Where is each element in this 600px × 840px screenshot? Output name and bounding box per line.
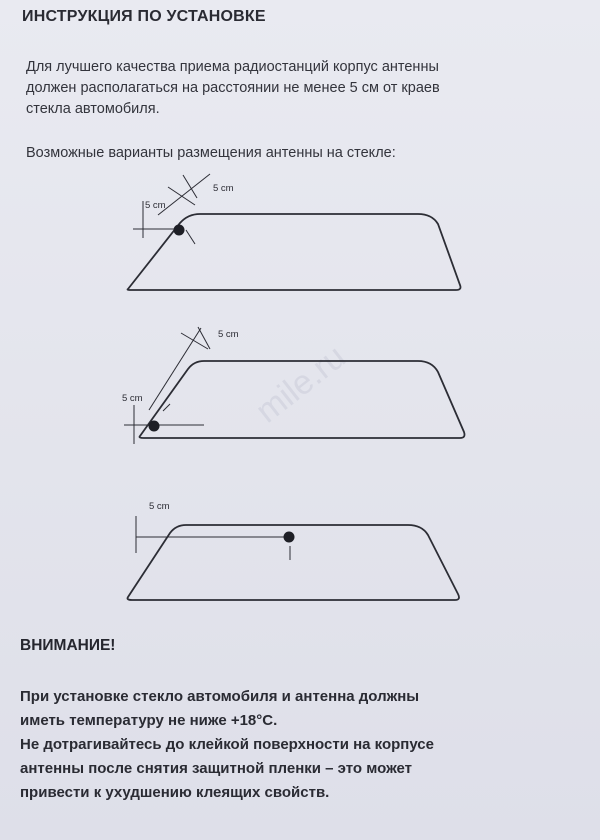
dimension-line [158,174,210,215]
diagram-variant-1 [128,174,461,290]
warning-paragraph [20,685,434,805]
dimension-line [163,404,170,411]
warning-line: антенны после снятия защитной пленки – это может [20,760,413,777]
dimension-label: 5 cm [218,329,239,340]
dimension-line [198,327,210,349]
dimension-label: 5 cm [122,393,143,404]
warning-line: При установке стекло автомобиля и антенна должны [20,688,420,705]
warning-line: иметь температуру не ниже +18°C. [20,712,278,729]
variants-heading: Возможные варианты размещения антенны на стекле: [26,145,396,161]
intro-line: Для лучшего качества приема радиостанций корпус антенны [26,59,439,75]
dimension-label: 5 cm [213,183,234,194]
dimension-line [181,333,208,349]
dimension-line [186,230,195,244]
intro-line: стекла автомобиля. [26,101,160,117]
dimension-label: 5 cm [149,501,170,512]
antenna-position-dot [174,225,185,236]
diagram-variant-2 [122,327,465,444]
antenna-position-dot [284,532,295,543]
warning-line: Не дотрагивайтесь до клейкой поверхности на корпусе [20,736,434,753]
watermark: mile.ru [248,337,353,431]
page-title: ИНСТРУКЦИЯ ПО УСТАНОВКЕ [22,8,266,25]
warning-title: ВНИМАНИЕ! [20,637,116,654]
diagram-variant-3 [128,501,460,600]
windshield-outline [140,361,465,438]
warning-line: привести к ухудшению клеящих свойств. [20,784,330,801]
intro-line: должен располагаться на расстоянии не менее 5 см от краев [26,80,440,96]
antenna-position-dot [149,421,160,432]
dimension-label: 5 cm [145,200,166,211]
